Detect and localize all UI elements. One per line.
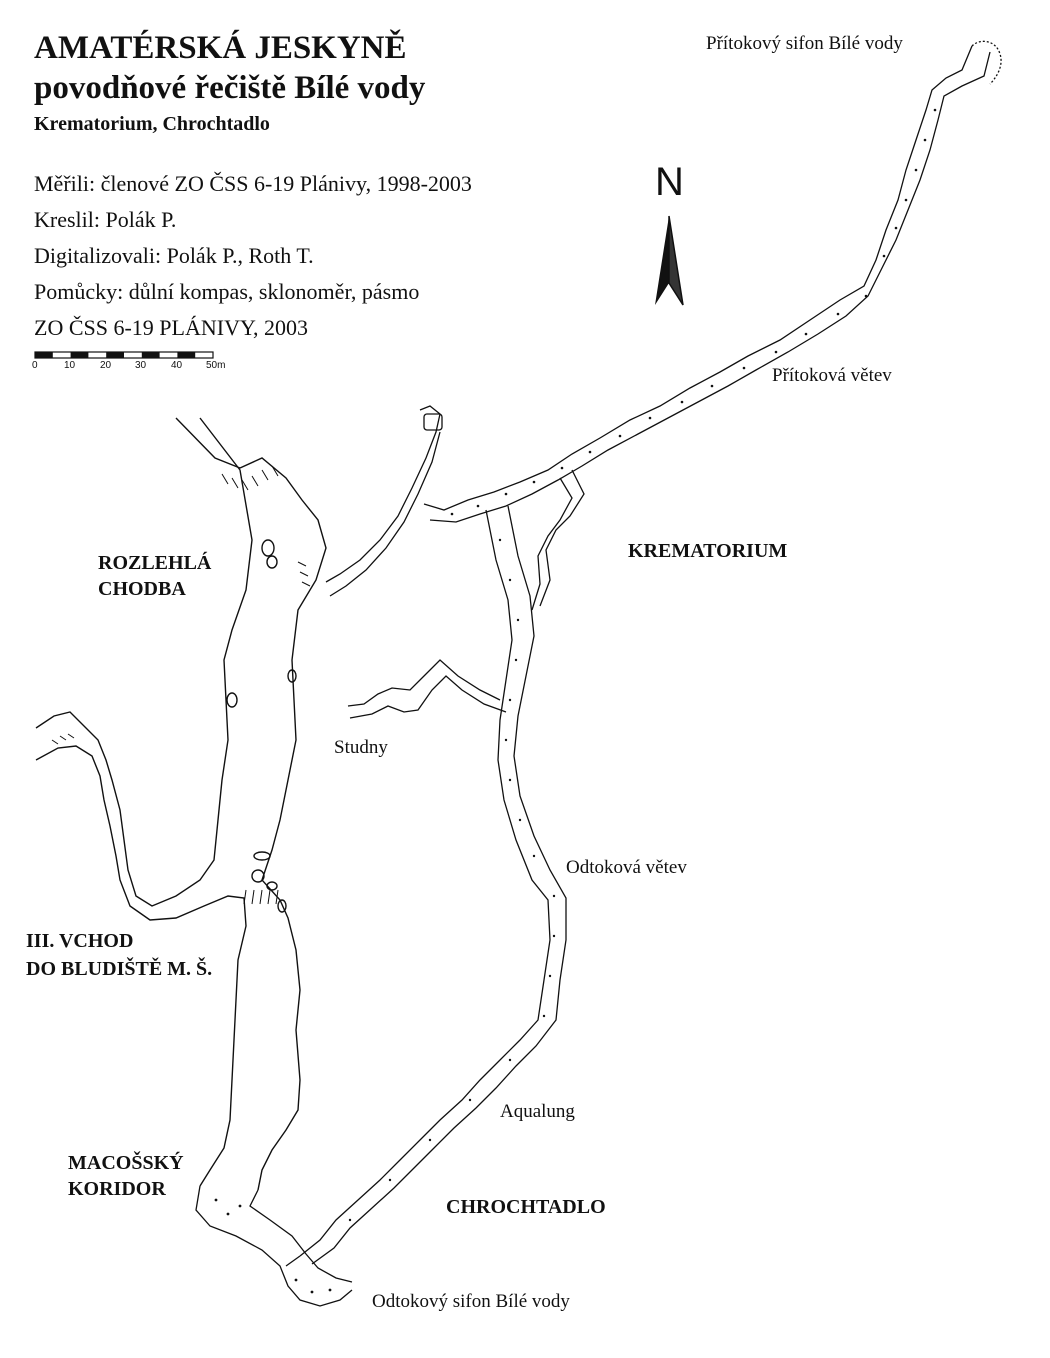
label-iii-vchod-2: DO BLUDIŠTĚ M. Š. <box>26 958 213 980</box>
scale-tick-label: 50m <box>206 360 226 371</box>
label-macossky-koridor-2: KORIDOR <box>68 1178 166 1200</box>
chrochtadlo-passage <box>196 1186 352 1306</box>
scale-tick-label: 10 <box>64 360 76 371</box>
label-studny: Studny <box>334 737 388 758</box>
credit-digitized: Digitalizovali: Polák P., Roth T. <box>34 243 314 268</box>
scale-labels <box>28 360 248 374</box>
credits <box>34 166 472 346</box>
label-rozlehla-chodba-2: CHODBA <box>98 578 186 600</box>
credit-organization: ZO ČSS 6-19 PLÁNIVY, 2003 <box>34 315 309 340</box>
rozlehla-chodba-passage <box>36 418 326 1190</box>
label-macossky-koridor-1: MACOŠSKÝ <box>68 1152 184 1174</box>
scale-bar <box>35 352 213 358</box>
north-label: N <box>655 160 684 204</box>
label-rozlehla-chodba-1: ROZLEHLÁ <box>98 552 212 574</box>
credit-drawn: Kreslil: Polák P. <box>34 207 177 232</box>
label-iii-vchod-1: III. VCHOD <box>26 930 134 952</box>
label-pritokova-vetev: Přítoková větev <box>772 365 892 386</box>
label-aqualung: Aqualung <box>500 1101 575 1122</box>
map-subtitle: Krematorium, Chrochtadlo <box>34 113 270 135</box>
label-odtokovy-sifon: Odtokový sifon Bílé vody <box>372 1291 570 1312</box>
pritokova-vetev-passage <box>424 41 1001 522</box>
label-krematorium: KREMATORIUM <box>628 540 788 562</box>
credit-instruments: Pomůcky: důlní kompas, sklonoměr, pásmo <box>34 279 420 304</box>
map-title: AMATÉRSKÁ JESKYNĚ <box>34 30 407 66</box>
scale-tick-label: 30 <box>135 360 147 371</box>
label-chrochtadlo: CHROCHTADLO <box>446 1196 606 1218</box>
map-title-line2: povodňové řečiště Bílé vody <box>34 70 426 106</box>
label-pritokovy-sifon: Přítokový sifon Bílé vody <box>706 33 903 54</box>
north-arrow-icon <box>655 216 683 305</box>
label-odtokova-vetev: Odtoková větev <box>566 857 687 878</box>
scale-tick-label: 40 <box>171 360 183 371</box>
credit-surveyed: Měřili: členové ZO ČSS 6-19 Plánivy, 1998-2003 <box>34 171 472 196</box>
scale-tick-label: 0 <box>32 360 38 371</box>
title-block <box>34 28 425 138</box>
krematorium-west-branch <box>326 406 442 596</box>
odtokova-vetev-passage <box>300 470 584 1264</box>
scale-tick-label: 20 <box>100 360 112 371</box>
